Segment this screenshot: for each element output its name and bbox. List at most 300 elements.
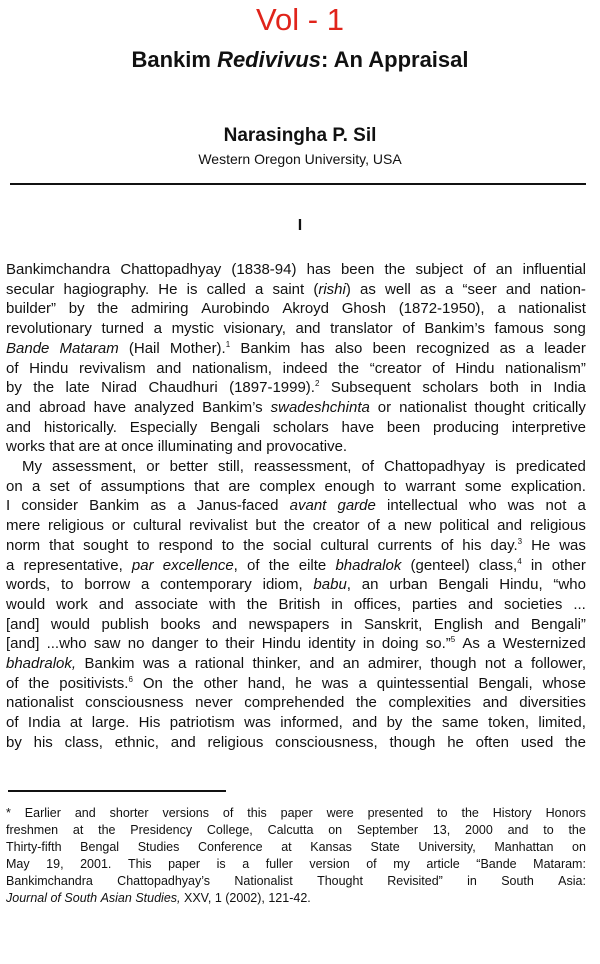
word: a (153, 320, 162, 338)
word: and (494, 615, 520, 633)
word: his (462, 536, 482, 554)
word: Mother).$^1$ (169, 339, 231, 357)
word: social (273, 536, 312, 554)
word: assessment, (52, 458, 137, 476)
word: thinker, (252, 655, 301, 673)
word: and (170, 733, 196, 751)
body-line (6, 339, 586, 359)
word: set (49, 477, 70, 495)
word: of (222, 806, 234, 820)
word: Calcutta (267, 823, 314, 837)
word: at (69, 714, 83, 732)
word: Aurobindo (201, 300, 270, 318)
word: of (402, 320, 415, 338)
word: and (507, 823, 529, 837)
word: the (98, 823, 116, 837)
word: he (295, 674, 312, 692)
header-divider (10, 183, 586, 185)
footnote (6, 805, 586, 907)
word: patriotism (169, 714, 235, 732)
word: whose (542, 674, 586, 692)
word: but (255, 517, 277, 535)
word: he (447, 733, 464, 751)
word: consciousness, (275, 733, 378, 751)
footnote-line (6, 856, 586, 873)
word: As (462, 635, 480, 653)
word: intellectual (387, 497, 458, 515)
word: in (331, 595, 343, 613)
word: (2002), (225, 891, 265, 905)
word: a (487, 635, 496, 653)
word: still, (218, 458, 244, 476)
word: Bankimchandra (6, 874, 93, 888)
word: India (27, 714, 61, 732)
word: so.”$^5$ (425, 635, 456, 653)
word: and (156, 359, 182, 377)
word: an (342, 655, 360, 673)
word: have (93, 398, 127, 416)
word: in (530, 379, 542, 397)
word: at (104, 438, 117, 456)
word: famous (494, 320, 544, 338)
word: follower, (530, 655, 586, 673)
word: late (65, 379, 90, 397)
word: babu, (313, 576, 351, 594)
word: Bengali (210, 418, 261, 436)
word: “Bande (476, 857, 517, 871)
word: better (169, 458, 208, 476)
word: complexities (388, 694, 471, 712)
word: in (530, 556, 543, 574)
word: of (6, 674, 19, 692)
body-line (6, 398, 586, 418)
word: excellence, (162, 556, 238, 574)
word: and (352, 714, 378, 732)
word: by (68, 300, 85, 318)
word: were (326, 806, 354, 820)
word: my (393, 857, 410, 871)
word: (Hail (128, 339, 160, 357)
word: new (403, 517, 432, 535)
word: and (98, 595, 124, 613)
word: and (295, 320, 321, 338)
word: revivalism (78, 359, 146, 377)
body-line (6, 536, 586, 556)
word: his (33, 733, 53, 751)
body-line (6, 437, 586, 457)
author-name: Narasingha P. Sil (223, 125, 377, 146)
word: been (386, 418, 421, 436)
word: the (33, 379, 55, 397)
word: thought (474, 398, 525, 416)
body-line (6, 556, 586, 576)
word: never (195, 694, 233, 712)
word: freshmen (6, 823, 59, 837)
word: though (389, 733, 436, 751)
body-line (6, 654, 586, 674)
word: Journal (6, 891, 47, 905)
word: English (433, 615, 483, 633)
word: Bengali, (478, 674, 533, 692)
word: the (338, 359, 360, 377)
word: His (138, 714, 161, 732)
word: nationalist (6, 694, 74, 712)
body-line (6, 713, 586, 733)
word: some (464, 477, 502, 495)
word: limited, (538, 714, 586, 732)
word: societies (504, 595, 563, 613)
word: version (309, 857, 350, 871)
word: College, (206, 823, 253, 837)
word: bhadralok, (6, 655, 77, 673)
word: the (268, 556, 290, 574)
word: Chattopadhyay (120, 261, 222, 278)
word: song (553, 320, 586, 338)
word: Kansas (310, 840, 352, 854)
word: idiom, (262, 576, 303, 594)
word: 13, (432, 823, 451, 837)
word: large. (91, 714, 130, 732)
word: article (426, 857, 460, 871)
word: secular (6, 280, 55, 298)
word: Asian (100, 891, 132, 905)
word: on (328, 823, 343, 837)
word: also (334, 339, 363, 357)
word: other (203, 674, 238, 692)
footnote-line (6, 873, 586, 890)
word: bhadralok (335, 556, 402, 574)
word: State (370, 840, 400, 854)
word: Mataram: (533, 857, 586, 871)
author-affiliation: Western Oregon University, USA (198, 151, 402, 167)
body-line (6, 477, 586, 497)
body-line (6, 595, 586, 615)
word: or (111, 517, 126, 535)
title-suffix: : An Appraisal (321, 47, 469, 72)
word: May (6, 857, 30, 871)
word: indeed (282, 359, 328, 377)
word: I (6, 497, 11, 515)
word: this (247, 806, 267, 820)
word: subject (415, 261, 463, 278)
word: often (475, 733, 510, 751)
word: has (300, 339, 325, 357)
word: was (559, 536, 586, 554)
body-line (6, 457, 586, 477)
word: Hindu, (499, 576, 543, 594)
word: abroad (38, 398, 86, 416)
word: revivalist (189, 517, 248, 535)
word: 1 (214, 891, 222, 905)
word: 2001. (80, 857, 112, 871)
word: “who (553, 576, 586, 594)
word: political (439, 517, 490, 535)
word: producing (433, 418, 499, 436)
word: explication. (510, 477, 586, 495)
word: (1872-1950), (398, 300, 485, 318)
word: have (341, 418, 375, 436)
word: well (385, 280, 411, 298)
title-prefix: Bankim (131, 47, 218, 72)
word: a (255, 280, 264, 298)
word: enough (324, 477, 375, 495)
body-line (6, 634, 586, 654)
word: admiring (130, 300, 189, 318)
word: parties (412, 595, 458, 613)
word: Chattopadhyay’s (117, 874, 211, 888)
word: in (467, 874, 477, 888)
word: respond (158, 536, 213, 554)
word: Nirad (101, 379, 138, 397)
word: hand, (247, 674, 286, 692)
word: and (237, 438, 263, 456)
word: Bankim (84, 655, 135, 673)
footnote-line (6, 805, 586, 822)
word: are (228, 477, 251, 495)
word: on (6, 477, 23, 495)
word: day.$^3$ (490, 536, 523, 554)
word: provocative. (266, 438, 348, 456)
word: XXV, (183, 891, 212, 905)
word: was (142, 655, 170, 673)
word: Especially (129, 418, 198, 436)
word: rational (194, 655, 245, 673)
word: the (246, 595, 268, 613)
word: Studies (137, 840, 180, 854)
body-line (6, 418, 586, 438)
word: Conference (197, 840, 263, 854)
word: a (525, 339, 534, 357)
footnote-divider (8, 790, 226, 792)
word: University, (418, 840, 476, 854)
word: used (520, 733, 554, 751)
word: scholars (422, 379, 479, 397)
word: was (244, 714, 271, 732)
word: to (137, 536, 150, 554)
word: would (50, 615, 91, 633)
word: a (177, 497, 186, 515)
word: cultural (132, 517, 182, 535)
word: doing (381, 635, 419, 653)
word: is (216, 857, 226, 871)
word: of (78, 477, 92, 495)
word: the (172, 674, 194, 692)
footnote-line (6, 890, 586, 907)
word: token, (488, 714, 529, 732)
word: shorter (109, 806, 149, 820)
word: the (384, 261, 406, 278)
word: builder” (6, 300, 57, 318)
word: and (497, 517, 523, 535)
word: not (484, 655, 506, 673)
word: was (507, 497, 535, 515)
word: publish (101, 615, 150, 633)
body-line (6, 516, 586, 536)
word: is (186, 280, 198, 298)
word: turned (101, 320, 145, 338)
word: Chattopadhyay (384, 458, 485, 476)
word: Hindu (455, 359, 495, 377)
word: contemporary (160, 576, 252, 594)
word: paper (168, 857, 201, 871)
word: (1897-1999).$^2$ (229, 379, 320, 397)
word: Akroyd (282, 300, 330, 318)
word: Sanskrit, (363, 615, 423, 633)
word: their (225, 635, 255, 653)
word: Bengal (80, 840, 120, 854)
word: to (383, 477, 397, 495)
word: Presidency (130, 823, 193, 837)
word: “creator (369, 359, 422, 377)
word: works (6, 438, 46, 456)
word: the (568, 823, 586, 837)
word: and (309, 655, 335, 673)
word: currents (377, 536, 432, 554)
word: the (243, 536, 265, 554)
word: class, (64, 733, 103, 751)
word: hagiography. (63, 280, 150, 298)
body-line (6, 693, 586, 713)
word: nationalism” (505, 359, 586, 377)
word: of (366, 857, 377, 871)
word: analyzed (134, 398, 195, 416)
word: Honors (545, 806, 586, 820)
word: the (355, 694, 377, 712)
footnote-marker: 5 (450, 635, 456, 645)
word: a (140, 576, 150, 594)
word: words, (6, 576, 51, 594)
word: an (495, 261, 513, 278)
word: books (160, 615, 201, 633)
word: of (50, 891, 61, 905)
word: saint (272, 280, 305, 298)
word: a (577, 497, 586, 515)
word: revolutionary (6, 320, 92, 338)
word: interpretive (511, 418, 586, 436)
word: presented (367, 806, 424, 820)
word: swadeshchinta (270, 398, 370, 416)
footnote-line (6, 839, 586, 856)
body-line (6, 575, 586, 595)
word: identity (308, 635, 356, 653)
word: a (445, 280, 454, 298)
word: by (6, 733, 22, 751)
word: creator (312, 517, 360, 535)
body-line (6, 260, 586, 280)
word: predicated (515, 458, 586, 476)
word: Nationalist (234, 874, 293, 888)
footnote-marker: 1 (225, 339, 231, 349)
word: a (178, 655, 187, 673)
word: ethnic, (114, 733, 159, 751)
word: garde (337, 497, 376, 515)
word: at (281, 840, 292, 854)
word: * (6, 806, 11, 820)
word: of (6, 359, 19, 377)
word: [and] (6, 615, 40, 633)
word: Studies, (135, 891, 181, 905)
word: South (501, 874, 534, 888)
body-line (6, 733, 586, 753)
word: with (209, 595, 236, 613)
word: a (31, 477, 41, 495)
word: a (6, 556, 15, 574)
body-line (6, 496, 586, 516)
word: religious (529, 517, 586, 535)
word: comprehended (244, 694, 345, 712)
word: translator (330, 320, 393, 338)
word: complex (259, 477, 316, 495)
word: same (442, 714, 479, 732)
body-line (6, 359, 586, 379)
word: Bankim’s (202, 398, 263, 416)
word: and (482, 694, 508, 712)
word: mystic (171, 320, 215, 338)
word: the (97, 300, 119, 318)
word: and (6, 418, 32, 436)
word: Thought (317, 874, 363, 888)
word: of (440, 536, 454, 554)
word: on (572, 840, 586, 854)
word: This (127, 857, 152, 871)
word: by (6, 379, 22, 397)
word: India (553, 379, 586, 397)
word: Bengali” (530, 615, 586, 633)
word: work (56, 595, 88, 613)
word: that (49, 438, 75, 456)
word: borrow (84, 576, 131, 594)
word: a (358, 674, 367, 692)
word: called (206, 280, 246, 298)
word: though (430, 655, 477, 673)
word: influential (522, 261, 586, 278)
word: nationalism, (191, 359, 272, 377)
word: class,$^4$ (478, 556, 522, 574)
word: of (432, 359, 445, 377)
word: nationalist (399, 398, 467, 416)
word: and (74, 806, 96, 820)
word: the (461, 806, 479, 820)
word: to (437, 806, 448, 820)
word: a (514, 655, 523, 673)
word: My (22, 458, 42, 476)
word: South (64, 891, 98, 905)
word: Janus-faced (196, 497, 279, 515)
word: Bankim (240, 339, 291, 357)
word: Hindu (29, 359, 69, 377)
word: mere (6, 517, 41, 535)
word: versions (162, 806, 209, 820)
footnote-line (6, 822, 586, 839)
article-title (0, 46, 600, 74)
word: diversities (519, 694, 586, 712)
word: Thirty-fifth (6, 840, 62, 854)
word: (1838-94) (231, 261, 297, 278)
word: of (247, 556, 260, 574)
word: been (340, 261, 375, 278)
word: reassessment, (253, 458, 352, 476)
word: or (146, 458, 160, 476)
body-line (6, 299, 586, 319)
word: of (473, 261, 486, 278)
word: and (505, 280, 531, 298)
word: and (6, 398, 32, 416)
word: He (158, 280, 178, 298)
word: to (60, 576, 74, 594)
footnote-marker: 4 (517, 556, 522, 566)
word: informed, (280, 714, 343, 732)
word: been (372, 339, 406, 357)
